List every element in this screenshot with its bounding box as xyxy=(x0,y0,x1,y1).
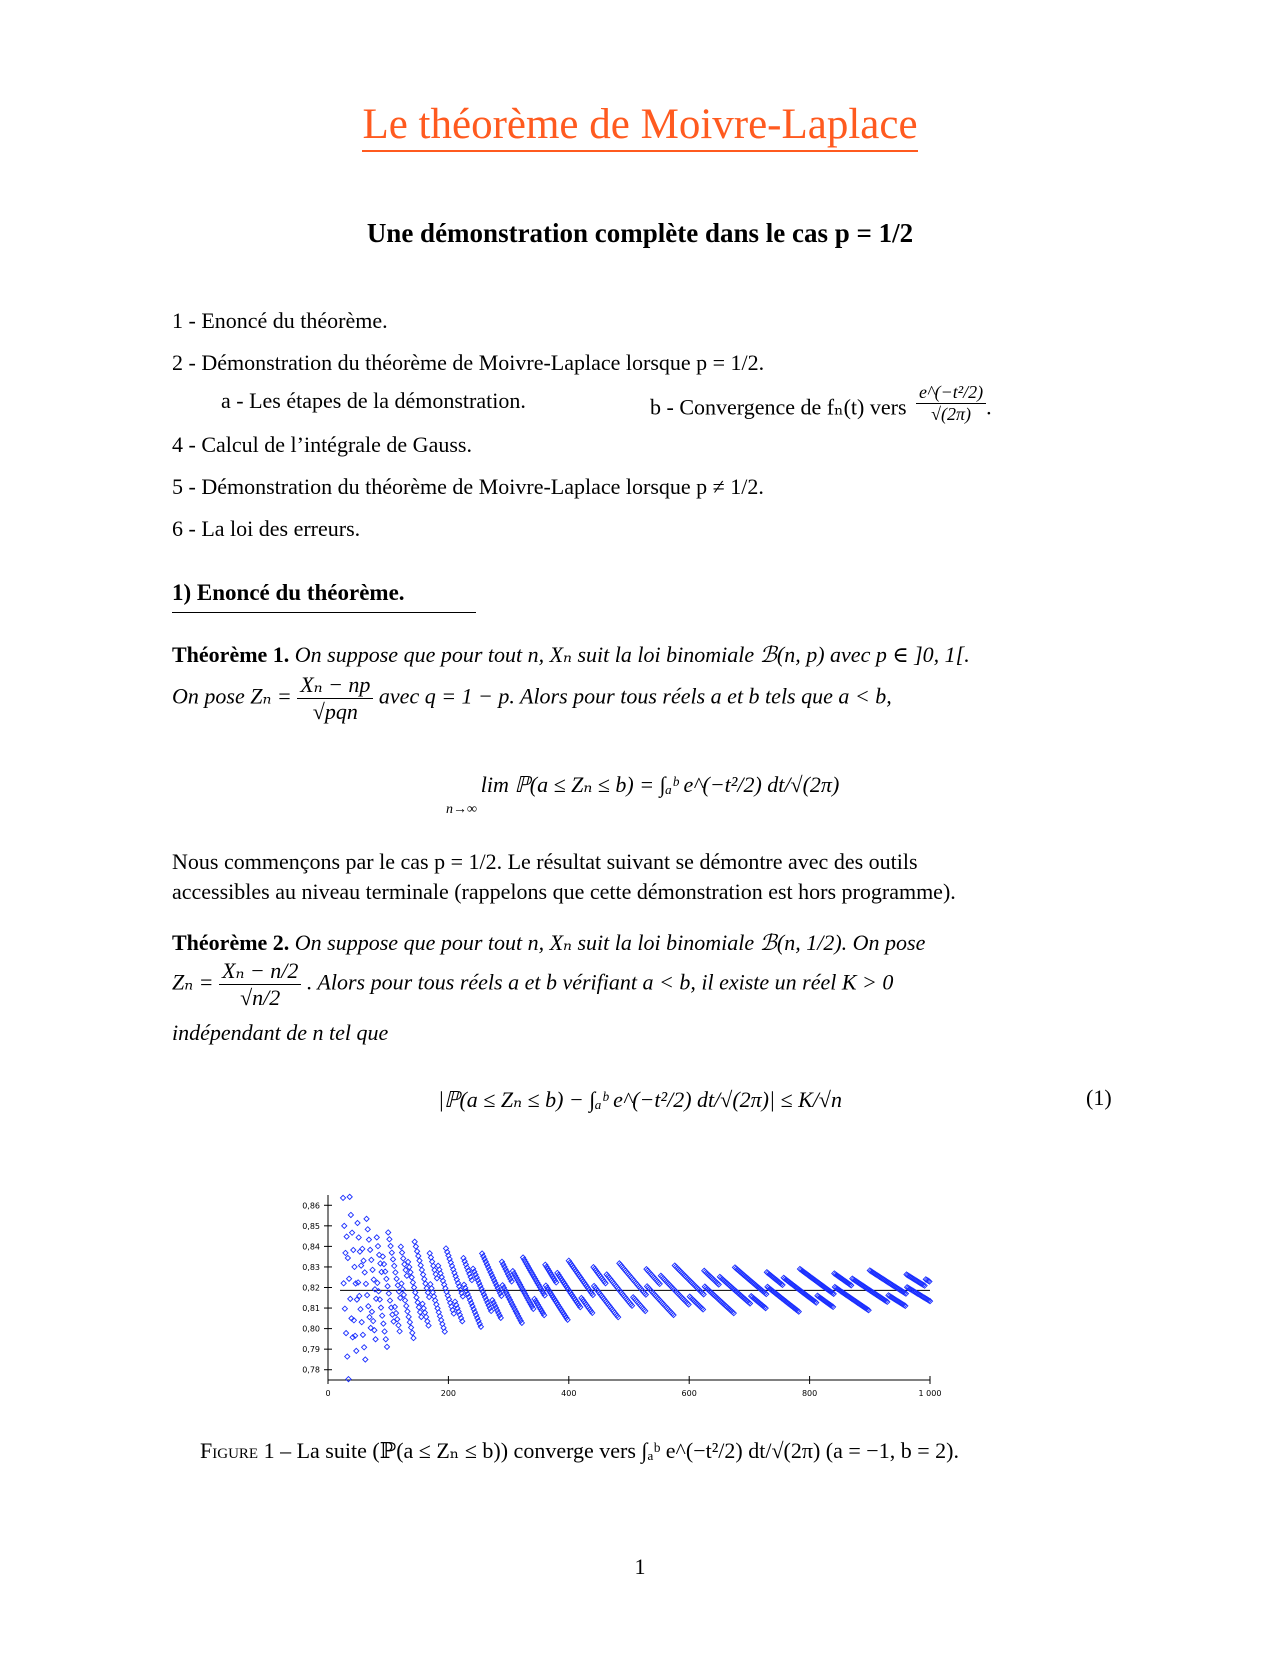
y-tick-label: 0,83 xyxy=(302,1262,320,1272)
data-point xyxy=(366,1237,371,1242)
y-tick-label: 0,79 xyxy=(302,1345,320,1355)
data-point xyxy=(388,1243,393,1248)
data-point xyxy=(389,1250,394,1255)
data-point xyxy=(360,1246,365,1251)
theorem-2-formula: |ℙ(a ≤ Zₙ ≤ b) − ∫ₐᵇ e^(−t²/2) dt/√(2π)| ≤ K/√n xyxy=(438,1087,842,1112)
theorem-1-pose: On pose Zₙ = xyxy=(172,683,292,709)
subtitle: Une démonstration complète dans le cas p = 1/2 xyxy=(366,218,914,248)
figure-caption-label: Figure 1 xyxy=(200,1438,275,1463)
data-point xyxy=(410,1280,415,1285)
x-tick-label: 1 000 xyxy=(918,1389,942,1398)
data-point xyxy=(348,1212,353,1217)
data-point xyxy=(345,1354,350,1359)
data-point xyxy=(354,1348,359,1353)
data-point xyxy=(399,1281,404,1286)
theorem-1-label: Théorème 1. xyxy=(172,642,290,667)
data-point xyxy=(418,1310,423,1315)
fraction-denominator: √(2π) xyxy=(931,404,972,424)
data-point xyxy=(417,1258,422,1263)
data-point xyxy=(413,1244,418,1249)
data-point xyxy=(378,1305,383,1310)
formula-lhs: lim ℙ(a ≤ Zₙ ≤ b) = xyxy=(480,772,655,797)
theorem-2-statement: On suppose que pour tout n, Xₙ suit la loi binomiale ℬ(n, 1/2). On pose xyxy=(294,930,926,955)
data-point xyxy=(371,1277,376,1282)
data-point xyxy=(427,1294,432,1299)
data-point xyxy=(422,1276,427,1281)
data-point xyxy=(390,1257,395,1262)
data-point xyxy=(416,1305,421,1310)
data-point xyxy=(386,1230,391,1235)
equation-number: (1) xyxy=(1086,1085,1112,1110)
data-point xyxy=(362,1270,367,1275)
data-point xyxy=(411,1335,416,1340)
figure-caption xyxy=(200,1438,1100,1464)
data-point xyxy=(356,1235,361,1240)
data-point xyxy=(380,1313,385,1318)
data-point xyxy=(385,1284,390,1289)
toc-item-5: 5 - Démonstration du théorème de Moivre-Laplace lorsque p ≠ 1/2. xyxy=(172,474,764,499)
data-point xyxy=(384,1276,389,1281)
data-point xyxy=(363,1357,368,1362)
y-tick-label: 0,85 xyxy=(302,1221,320,1231)
data-point xyxy=(351,1247,356,1252)
data-point xyxy=(367,1315,372,1320)
data-point xyxy=(365,1227,370,1232)
paragraph-line-1: Nous commençons par le cas p = 1/2. Le résultat suivant se démontre avec des outils xyxy=(172,849,918,874)
data-point xyxy=(355,1220,360,1225)
data-point xyxy=(402,1298,407,1303)
x-tick-label: 600 xyxy=(681,1389,697,1398)
data-point xyxy=(374,1235,379,1240)
section-heading-1: 1) Enoncé du théorème. xyxy=(172,580,405,605)
data-point xyxy=(399,1250,404,1255)
data-point xyxy=(397,1329,402,1334)
data-point xyxy=(363,1281,368,1286)
data-point xyxy=(364,1216,369,1221)
y-tick-label: 0,84 xyxy=(302,1242,320,1252)
data-point xyxy=(373,1337,378,1342)
data-point xyxy=(384,1344,389,1349)
data-point xyxy=(342,1223,347,1228)
data-point xyxy=(421,1272,426,1277)
theorem-2-label: Théorème 2. xyxy=(172,930,290,955)
theorem-1-line-1 xyxy=(172,640,1112,670)
data-point xyxy=(395,1283,400,1288)
theorem-1-fraction xyxy=(297,672,373,725)
y-tick-label: 0,80 xyxy=(302,1324,320,1334)
data-point xyxy=(346,1377,351,1382)
data-point xyxy=(344,1234,349,1239)
figure-caption-text: – La suite (ℙ(a ≤ Zₙ ≤ b)) converge vers ∫ₐᵇ e^(−t²/2) dt/√(2π) (a = −1, b = 2). xyxy=(280,1438,959,1463)
toc-item-4: 4 - Calcul de l’intégrale de Gauss. xyxy=(172,432,472,457)
x-tick-label: 800 xyxy=(801,1389,818,1398)
data-point xyxy=(398,1244,403,1249)
data-point xyxy=(370,1267,375,1272)
toc-item-2b: b - Convergence de fₙ(t) vers $\frac{\text{e\textasciicircum{}(−t²/2)}}{√(2\pi)}$ . xyxy=(650,382,992,424)
data-point xyxy=(359,1320,364,1325)
theorem-2-pose: Zₙ = xyxy=(172,969,214,995)
theorem-2-line-1 xyxy=(172,928,1112,958)
fraction-denominator: √n/2 xyxy=(240,985,281,1010)
data-point xyxy=(394,1276,399,1281)
data-point xyxy=(341,1281,346,1286)
data-point xyxy=(408,1325,413,1330)
data-point xyxy=(375,1280,380,1285)
toc-item-6: 6 - La loi des erreurs. xyxy=(172,516,361,541)
data-point xyxy=(414,1295,419,1300)
data-point xyxy=(381,1321,386,1326)
data-point xyxy=(360,1332,365,1337)
y-tick-label: 0,81 xyxy=(302,1304,320,1314)
theorem-1-statement: On suppose que pour tout n, Xₙ suit la loi binomiale ℬ(n, p) avec p ∈ ]0, 1[. xyxy=(294,642,970,667)
toc-item-2a: a - Les étapes de la démonstration. xyxy=(221,388,526,413)
data-point xyxy=(401,1256,406,1261)
theorem-2-condition: . Alors pour tous réels a et b vérifiant a < b, il existe un réel K > 0 xyxy=(306,969,894,995)
data-point xyxy=(405,1309,410,1314)
data-point xyxy=(362,1345,367,1350)
fraction-numerator: Xₙ − n/2 xyxy=(219,958,301,985)
data-point xyxy=(407,1320,412,1325)
data-point xyxy=(411,1285,416,1290)
data-point xyxy=(347,1194,352,1199)
data-point xyxy=(365,1293,370,1298)
theorem-1-formula xyxy=(440,770,880,800)
data-point xyxy=(419,1267,424,1272)
data-point xyxy=(342,1306,347,1311)
data-point xyxy=(348,1296,353,1301)
toc-item-2b-fraction xyxy=(916,382,986,425)
data-point xyxy=(371,1318,376,1323)
fraction-denominator: √pqn xyxy=(312,699,358,724)
theorem-2-line-2 xyxy=(172,958,1112,1011)
theorem-1-line-2 xyxy=(172,672,1112,725)
data-point xyxy=(375,1244,380,1249)
data-point xyxy=(345,1255,350,1260)
toc-item-1: 1 - Enoncé du théorème. xyxy=(172,308,388,333)
data-point xyxy=(392,1263,397,1268)
x-tick-label: 200 xyxy=(440,1389,457,1398)
data-point xyxy=(369,1257,374,1262)
data-point xyxy=(396,1323,401,1328)
paragraph-line-2: accessibles au niveau terminale (rappelons que cette démonstration est hors programme). xyxy=(172,879,956,904)
fraction-numerator: e^(−t²/2) xyxy=(916,382,986,404)
y-tick-label: 0,78 xyxy=(302,1365,320,1375)
data-point xyxy=(412,1239,417,1244)
data-point xyxy=(368,1247,373,1252)
chart-points xyxy=(340,1194,932,1381)
toc-item-2: 2 - Démonstration du théorème de Moivre-Laplace lorsque p = 1/2. xyxy=(172,350,765,375)
section-underline xyxy=(172,612,476,613)
data-point xyxy=(366,1304,371,1309)
data-point xyxy=(387,1237,392,1242)
data-point xyxy=(346,1276,351,1281)
data-point xyxy=(377,1252,382,1257)
formula-integral: ∫ₐᵇ e^(−t²/2) dt/√(2π) xyxy=(659,772,840,797)
data-point xyxy=(386,1291,391,1296)
data-point xyxy=(418,1263,423,1268)
y-tick-label: 0,86 xyxy=(302,1201,320,1211)
document-title xyxy=(0,100,1280,149)
data-point xyxy=(404,1303,409,1308)
data-point xyxy=(415,1300,420,1305)
data-point xyxy=(340,1195,345,1200)
data-point xyxy=(416,1253,421,1258)
data-point xyxy=(382,1329,387,1334)
data-point xyxy=(423,1281,428,1286)
data-point xyxy=(408,1270,413,1275)
theorem-2-fraction xyxy=(219,958,301,1011)
data-point xyxy=(410,1330,415,1335)
x-tick-label: 0 xyxy=(325,1389,331,1398)
toc-item-2b-text: b - Convergence de fₙ(t) vers xyxy=(650,394,907,420)
data-point xyxy=(358,1307,363,1312)
data-point xyxy=(387,1298,392,1303)
data-point xyxy=(369,1309,374,1314)
data-point xyxy=(361,1258,366,1263)
data-point xyxy=(343,1250,348,1255)
y-tick-label: 0,82 xyxy=(302,1283,320,1293)
data-point xyxy=(393,1270,398,1275)
data-point xyxy=(380,1254,385,1259)
data-point xyxy=(414,1249,419,1254)
data-point xyxy=(383,1337,388,1342)
data-point xyxy=(343,1331,348,1336)
theorem-1-condition: avec q = 1 − p. Alors pour tous réels a et b tels que a < b, xyxy=(378,683,892,709)
x-tick-label: 400 xyxy=(561,1389,577,1398)
formula-limit-subscript: n→∞ xyxy=(446,802,477,817)
data-point xyxy=(349,1230,354,1235)
data-point xyxy=(406,1314,411,1319)
theorem-2-line-3: indépendant de n tel que xyxy=(172,1020,389,1045)
data-point xyxy=(352,1264,357,1269)
data-point xyxy=(359,1263,364,1268)
title-text: Le théorème de Moivre-Laplace xyxy=(362,101,917,152)
fraction-numerator: Xₙ − np xyxy=(297,672,373,699)
convergence-chart xyxy=(290,1185,990,1405)
page-number: 1 xyxy=(634,1554,646,1579)
data-point xyxy=(357,1249,362,1254)
